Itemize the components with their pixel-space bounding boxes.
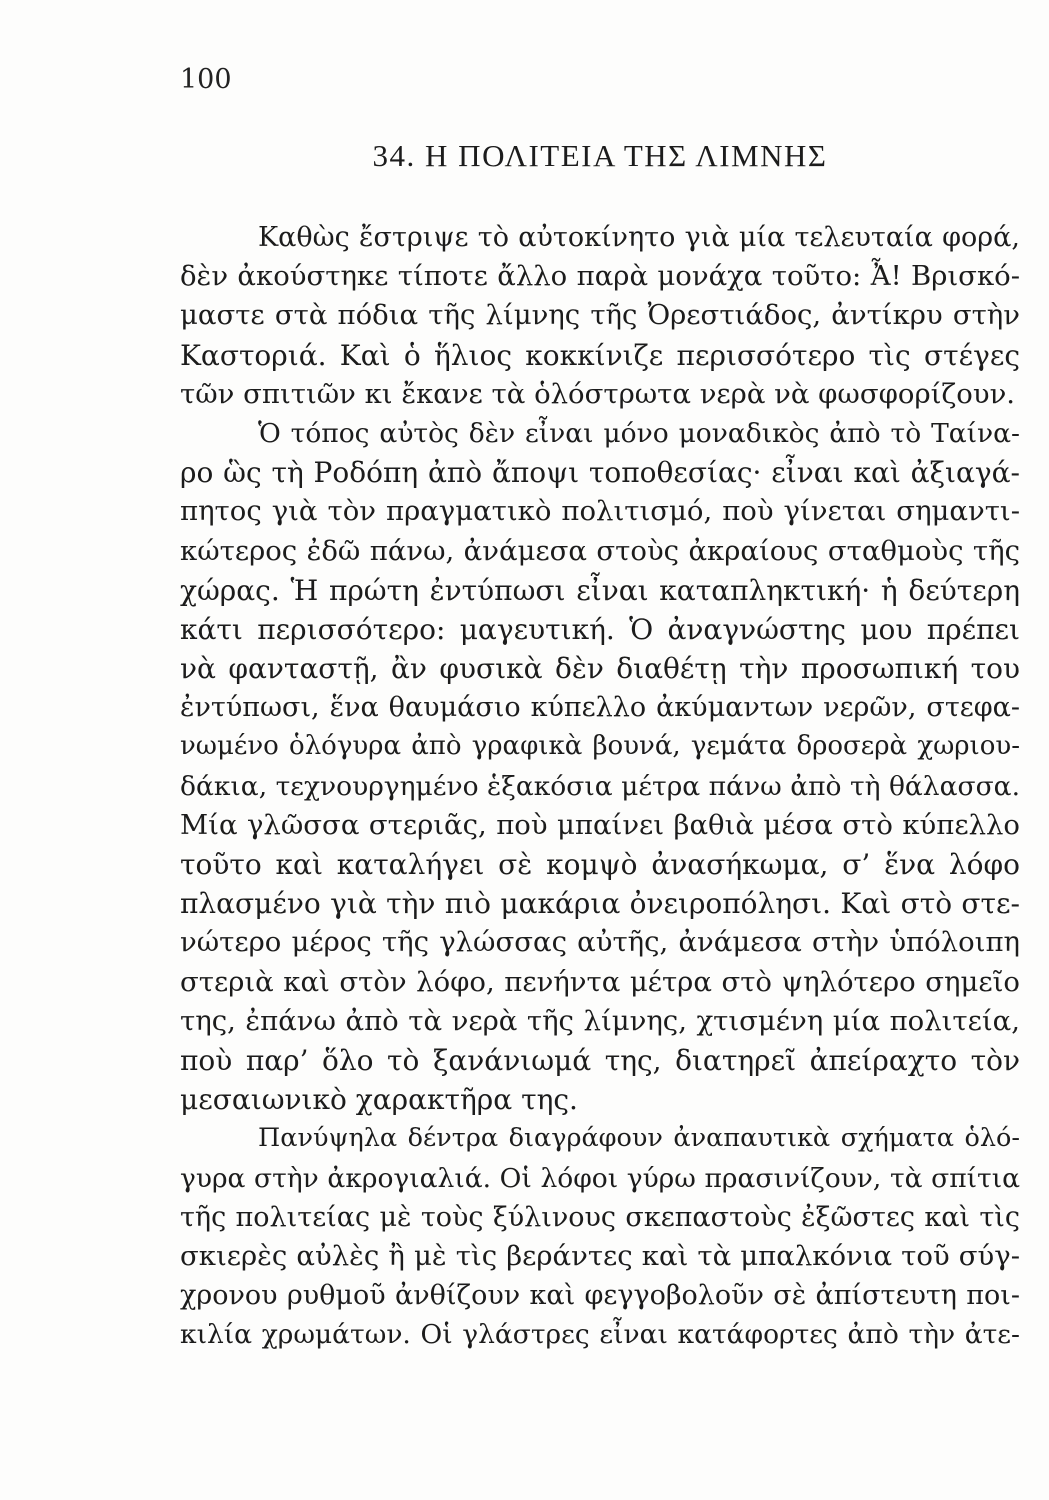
- chapter-title: 34. Η ΠΟΛΙΤΕΙΑ ΤΗΣ ΛΙΜΝΗΣ: [372, 138, 828, 173]
- text-line: ρο ὣς τὴ Ροδόπη ἀπὸ ἄποψι τοποθεσίας· εἶναι καὶ ἀξιαγά-: [180, 456, 1020, 490]
- text-line: Καστοριά. Καὶ ὁ ἥλιος κοκκίνιζε περισσότερο τὶς στέγες: [180, 338, 1020, 372]
- text-line: τῆς πολιτείας μὲ τοὺς ξύλινους σκεπαστοὺς ἐξῶστες καὶ τὶς: [180, 1201, 1020, 1233]
- page-number: 100: [180, 64, 232, 95]
- text-line: πλασμένο γιὰ τὴν πιὸ μακάρια ὀνειροπόλησι. Καὶ στὸ στε-: [180, 887, 1020, 921]
- text-line: στεριὰ καὶ στὸν λόφο, πενήντα μέτρα στὸ ψηλότερο σημεῖο: [180, 965, 1020, 998]
- text-line: πητος γιὰ τὸν πραγματικὸ πολιτισμό, ποὺ γίνεται σημαντι-: [180, 495, 1020, 528]
- text-line: Μία γλῶσσα στεριᾶς, ποὺ μπαίνει βαθιὰ μέσα στὸ κύπελλο: [180, 808, 1020, 841]
- text-line: κώτερος ἐδῶ πάνω, ἀνάμεσα στοὺς ἀκραίους σταθμοὺς τῆς: [180, 534, 1020, 567]
- text-line: νὰ φανταστῇ, ἂν φυσικὰ δὲν διαθέτῃ τὴν προσωπική του: [180, 652, 1020, 686]
- text-line: τοῦτο καὶ καταλήγει σὲ κομψὸ ἀνασήκωμα, σ’ ἕνα λόφο: [180, 848, 1020, 881]
- text-line: Καθὼς ἔστριψε τὸ αὐτοκίνητο γιὰ μία τελευταία φορά,: [258, 222, 1020, 253]
- text-line: ἐντύπωσι, ἕνα θαυμάσιο κύπελλο ἀκύμαντων νερῶν, στεφα-: [180, 692, 1020, 724]
- text-line: γυρα στὴν ἀκρογιαλιά. Οἱ λόφοι γύρω πρασινίζουν, τὰ σπίτια: [180, 1162, 1020, 1194]
- text-line: μεσαιωνικὸ χαρακτῆρα της.: [180, 1083, 578, 1117]
- text-line: κάτι περισσότερο: μαγευτική. Ὁ ἀναγνώστης μου πρέπει: [180, 612, 1020, 646]
- text-line: χώρας. Ἡ πρώτη ἐντύπωσι εἶναι καταπληκτική· ἡ δεύτερη: [180, 573, 1020, 607]
- body-text: [180, 218, 1020, 1354]
- text-line: μαστε στὰ πόδια τῆς λίμνης τῆς Ὀρεστιάδος, ἀντίκρυ στὴν: [180, 299, 1020, 332]
- paragraph: [180, 414, 1020, 1119]
- text-line: δάκια, τεχνουργημένο ἑξακόσια μέτρα πάνω ἀπὸ τὴ θάλασσα.: [180, 770, 1020, 802]
- text-line: Ὁ τόπος αὐτὸς δὲν εἶναι μόνο μοναδικὸς ἀπὸ τὸ Ταίνα-: [258, 417, 1020, 449]
- text-line: κιλία χρωμάτων. Οἱ γλάστρες εἶναι κατάφορτες ἀπὸ τὴν ἀτε-: [180, 1319, 1020, 1351]
- text-line: ποὺ παρ’ ὅλο τὸ ξανάνιωμά της, διατηρεῖ ἀπείραχτο τὸν: [180, 1043, 1020, 1077]
- text-line: σκιερὲς αὐλὲς ἢ μὲ τὶς βεράντες καὶ τὰ μπαλκόνια τοῦ σύγ-: [180, 1239, 1020, 1272]
- paragraph: [180, 1119, 1020, 1354]
- text-line: νωμένο ὁλόγυρα ἀπὸ γραφικὰ βουνά, γεμάτα δροσερὰ χωριου-: [180, 731, 1020, 762]
- text-line: χρονου ρυθμοῦ ἀνθίζουν καὶ φεγγοβολοῦν σὲ ἀπίστευτη ποι-: [180, 1280, 1020, 1312]
- text-line: νώτερο μέρος τῆς γλώσσας αὐτῆς, ἀνάμεσα στὴν ὑπόλοιπη: [180, 926, 1020, 959]
- text-line: Πανύψηλα δέντρα διαγράφουν ἀναπαυτικὰ σχήματα ὁλό-: [258, 1123, 1020, 1154]
- text-line: της, ἐπάνω ἀπὸ τὰ νερὰ τῆς λίμνης, χτισμένη μία πολιτεία,: [180, 1004, 1020, 1037]
- paragraph: [180, 218, 1020, 414]
- text-line: τῶν σπιτιῶν κι ἔκανε τὰ ὁλόστρωτα νερὰ νὰ φωσφορίζουν.: [180, 377, 1016, 410]
- text-line: δὲν ἀκούστηκε τίποτε ἄλλο παρὰ μονάχα τοῦτο: Ἆ! Βρισκό-: [180, 260, 1020, 293]
